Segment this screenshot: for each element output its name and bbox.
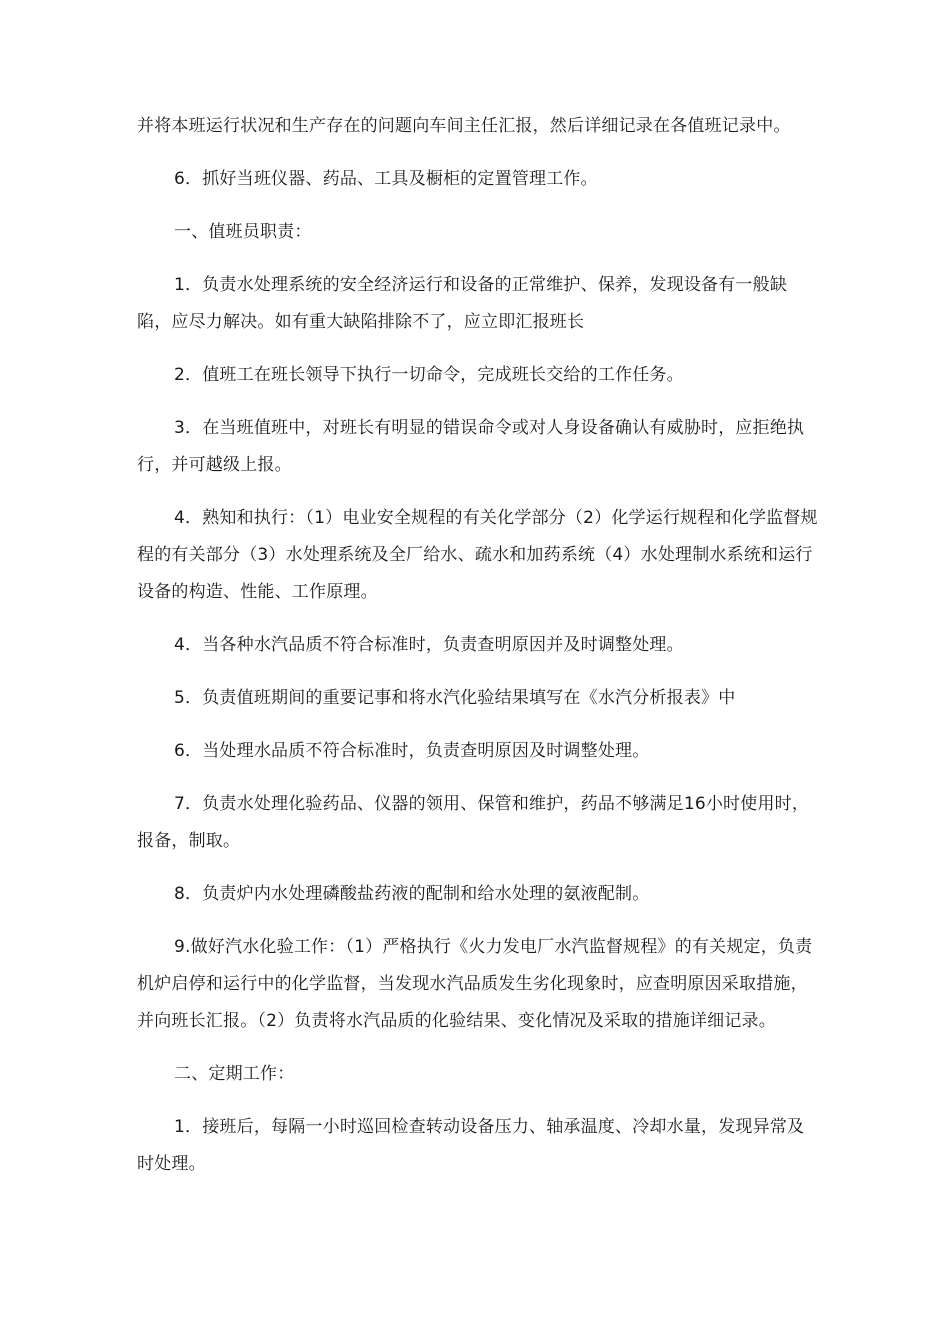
section-heading-periodic-work: 二、定期工作： [174,1064,295,1084]
paragraph-item-6-inventory: 6．抓好当班仪器、药品、工具及橱柜的定置管理工作。 [174,169,598,189]
paragraph-item-5-records: 5．负责值班期间的重要记事和将水汽化验结果填写在《水汽分析报表》中 [174,688,736,708]
section-heading-duty-staff: 一、值班员职责： [174,222,312,242]
paragraph-item-8-dosing: 8．负责炉内水处理磷酸盐药液的配制和给水处理的氨液配制。 [174,884,650,904]
paragraph-item-9-testing: 9.做好汽水化验工作：（1）严格执行《火力发电厂水汽监督规程》的有关规定，负责机炉启停和运行中的化学监督，当发现水汽品质发生劣化现象时，应查明原因采取措施，并向班长汇报。（2）负责将水汽品质的化验结果、变化情况及采取的措施详细记录。 [137,937,813,1031]
paragraph-item-4-regulations: 4．熟知和执行：（1）电业安全规程的有关化学部分（2）化学运行规程和化学监督规程的有关部分（3）水处理系统及全厂给水、疏水和加药系统（4）水处理制水系统和运行设备的构造、性能、工作原理。 [137,508,818,602]
document-body [137,108,821,1183]
paragraph-item-1-inspection: 1．接班后，每隔一小时巡回检查转动设备压力、轴承温度、冷却水量，发现异常及时处理。 [137,1117,805,1174]
paragraph-item-3-refuse: 3．在当班值班中，对班长有明显的错误命令或对人身设备确认有威胁时，应拒绝执行，并可越级上报。 [137,418,805,475]
paragraph-item-4-quality: 4．当各种水汽品质不符合标准时，负责查明原因并及时调整处理。 [174,635,684,655]
paragraph-item-7-reagents: 7．负责水处理化验药品、仪器的领用、保管和维护，药品不够满足16小时使用时，报备，制取。 [137,794,810,851]
paragraph-continuation: 并将本班运行状况和生产存在的问题向车间主任汇报，然后详细记录在各值班记录中。 [137,116,791,136]
paragraph-item-1-maintenance: 1．负责水处理系统的安全经济运行和设备的正常维护、保养，发现设备有一般缺陷，应尽力解决。如有重大缺陷排除不了，应立即汇报班长 [137,275,788,332]
paragraph-item-2-commands: 2．值班工在班长领导下执行一切命令，完成班长交给的工作任务。 [174,365,684,385]
paragraph-item-6-adjust: 6．当处理水品质不符合标准时，负责查明原因及时调整处理。 [174,741,650,761]
